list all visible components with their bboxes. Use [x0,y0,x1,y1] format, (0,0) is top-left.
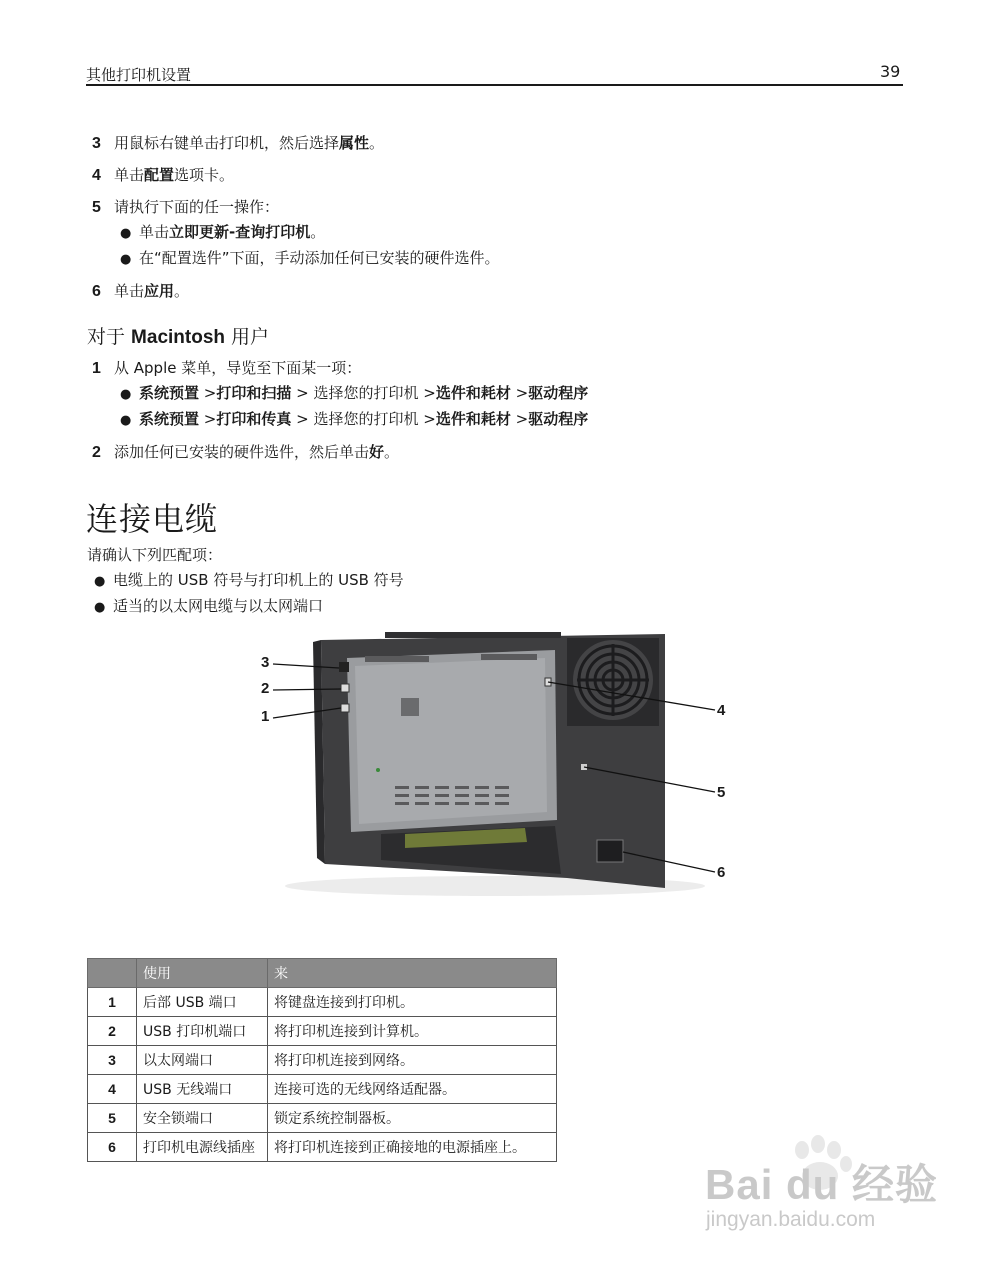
port-purpose: 锁定系统控制器板。 [268,1104,557,1133]
port-name: USB 打印机端口 [137,1017,268,1046]
bullet-text: 电缆上的 USB 符号与打印机上的 USB 符号 [113,571,404,589]
section-bullet [94,595,323,616]
step-4 [92,164,234,185]
callout-1: 1 [261,708,270,725]
bullet-dot: ● [120,252,132,267]
header-rule [86,84,903,86]
mac-heading [87,322,269,349]
table-header-cell [88,959,137,988]
step-number: 6 [92,283,101,300]
callout-2: 2 [261,680,270,697]
port-name: 打印机电源线插座 [137,1133,268,1162]
section-bullet [94,569,404,590]
port-purpose: 连接可选的无线网络适配器。 [268,1075,557,1104]
row-number: 6 [88,1133,137,1162]
port-purpose: 将键盘连接到打印机。 [268,988,557,1017]
menu-path-sep: > 选择您的打印机 > [291,384,436,402]
section-intro: 请确认下列匹配项： [87,546,223,564]
bullet-dot: ● [94,574,106,589]
table-row [88,1017,557,1046]
mac-heading-bold: Macintosh [131,327,225,348]
mac-heading-post: 用户 [225,326,270,348]
watermark-url: jingyan.baidu.com [706,1208,876,1231]
callout-5: 5 [717,784,726,801]
menu-path-part: 系统预置 [139,384,200,402]
menu-path-part: 打印和扫描 [216,384,292,402]
table-row [88,1075,557,1104]
bullet-dot: ● [120,413,132,428]
row-number: 4 [88,1075,137,1104]
step-text-end: 选项卡。 [174,166,235,184]
step-3 [92,132,384,153]
bullet-text: 单击 [139,223,170,241]
step-number: 4 [92,167,101,184]
bullet-text: 在“配置选件”下面，手动添加任何已安装的硬件选件。 [139,249,500,267]
step-text: 添加任何已安装的硬件选件，然后单击 [114,443,370,461]
menu-path-sep: > [199,410,217,428]
ports-table [87,958,557,1162]
step5-bullet [120,247,500,268]
running-header-title: 其他打印机设置 [86,66,192,84]
step-number: 3 [92,135,101,152]
port-purpose: 将打印机连接到正确接地的电源插座上。 [268,1133,557,1162]
step-text: 请执行下面的任一操作： [114,198,280,216]
table-row [88,1046,557,1075]
menu-path-part: 选件和耗材 [435,384,511,402]
table-row [88,988,557,1017]
step-6 [92,280,189,301]
section-title: 连接电缆 [86,500,219,538]
step-number: 5 [92,199,101,216]
table-row [88,1133,557,1162]
port-name: USB 无线端口 [137,1075,268,1104]
step-text: 用鼠标右键单击打印机，然后选择 [114,134,340,152]
menu-path-sep: > [510,384,529,402]
menu-path-sep: > [510,410,529,428]
menu-path-part: 选件和耗材 [435,410,511,428]
step-bold: 好 [369,443,385,461]
row-number: 2 [88,1017,137,1046]
step-text: 单击 [114,282,145,300]
step-text-end: 。 [369,134,385,152]
bullet-text: 适当的以太网电缆与以太网端口 [113,597,324,615]
menu-path-part: 系统预置 [139,410,200,428]
row-number: 3 [88,1046,137,1075]
callout-3: 3 [261,654,270,671]
mac-step-2 [92,441,399,462]
port-name: 安全锁端口 [137,1104,268,1133]
port-purpose: 将打印机连接到计算机。 [268,1017,557,1046]
mac-step-1 [92,357,361,378]
step-bold: 应用 [144,282,175,300]
step-text-end: 。 [384,443,400,461]
row-number: 1 [88,988,137,1017]
step-bold: 属性 [339,134,370,152]
bullet-dot: ● [120,226,132,241]
port-purpose: 将打印机连接到网络。 [268,1046,557,1075]
printer-rear-figure [255,628,735,898]
menu-path-part: 打印和传真 [216,410,292,428]
bullet-text-end: 。 [310,223,326,241]
step-text: 单击 [114,166,145,184]
menu-path-part: 驱动程序 [528,384,589,402]
menu-path-sep: > 选择您的打印机 > [291,410,436,428]
step-bold: 配置 [144,166,175,184]
bullet-bold: 立即更新-查询打印机 [169,223,311,241]
step-5 [92,196,279,217]
printer-rear-illustration [255,628,735,898]
callout-6: 6 [717,864,726,881]
row-number: 5 [88,1104,137,1133]
mac-bullet [120,408,588,429]
menu-path-part: 驱动程序 [528,410,589,428]
table-row [88,1104,557,1133]
watermark-brand: Bai du 经验 [705,1161,939,1208]
table-header-cell: 来 [268,959,557,988]
bullet-dot: ● [94,600,106,615]
mac-heading-pre: 对于 [87,326,132,348]
table-header-row [88,959,557,988]
callout-4: 4 [717,702,726,719]
port-name: 后部 USB 端口 [137,988,268,1017]
page-number: 39 [880,62,901,81]
step-number: 1 [92,360,101,377]
step-text-end: 。 [174,282,190,300]
mac-bullet [120,382,588,403]
step-text: 从 Apple 菜单，导览至下面某一项： [114,359,362,377]
menu-path-sep: > [199,384,217,402]
port-name: 以太网端口 [137,1046,268,1075]
step-number: 2 [92,444,101,461]
step5-bullet [120,221,325,242]
table-header-cell: 使用 [137,959,268,988]
bullet-dot: ● [120,387,132,402]
